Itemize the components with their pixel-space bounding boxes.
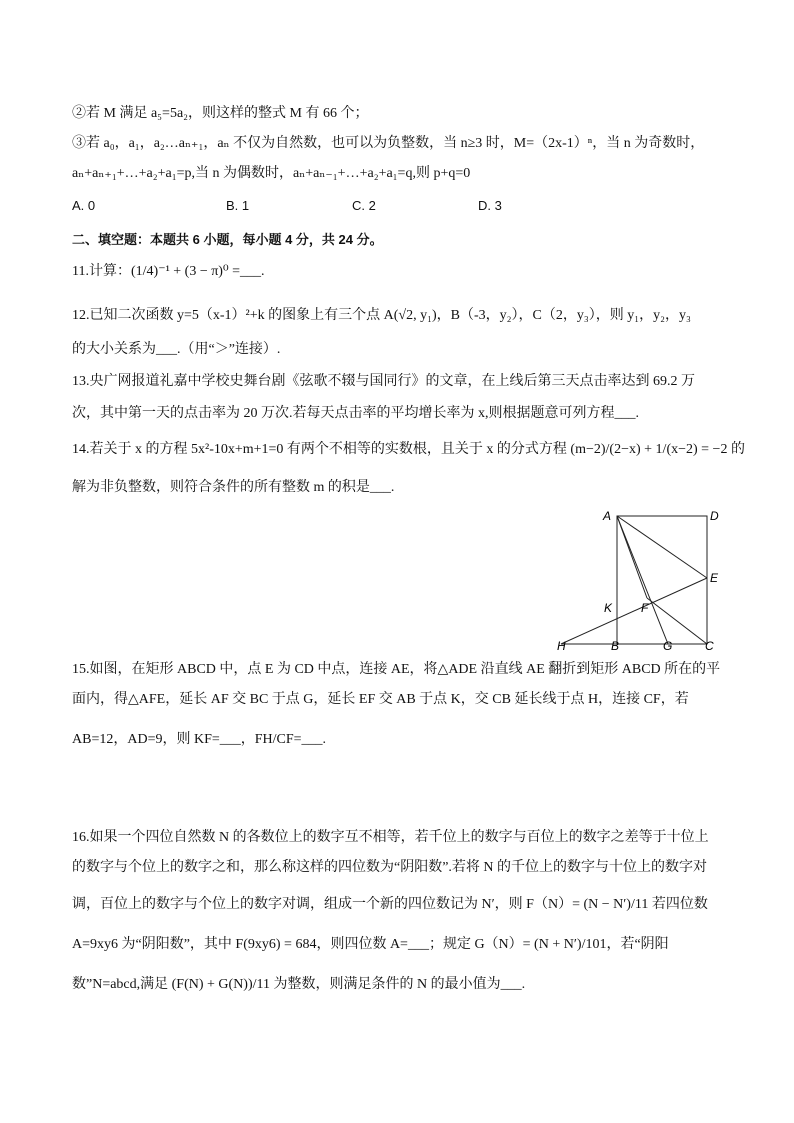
label-g: G xyxy=(663,639,673,653)
q15-line2: 面内，得△AFE，延长 AF 交 BC 于点 G，延长 EF 交 AB 于点 K，交 CB 延长线于点 H，连接 CF，若 xyxy=(72,692,689,707)
line-af xyxy=(617,516,647,598)
label-c: C xyxy=(705,639,714,653)
q16-line4: A=9xy6 为“阴阳数”，其中 F(9xy6) = 684，则四位数 A=___；规定 G（N）= (N + N′)/101，若“阴阳 xyxy=(72,937,669,952)
label-h: H xyxy=(557,639,566,653)
q11-text: 11.计算：(1/4)⁻¹ + (3 − π)⁰ =___. xyxy=(72,264,265,279)
section-heading: 二、填空题：本题共 6 小题，每小题 4 分，共 24 分。 xyxy=(72,232,383,247)
rectangle-figure xyxy=(548,505,738,655)
q10-item3-line2: aₙ+aₙ₊₁+…+a₂+a₁=p,当 n 为偶数时，aₙ+aₙ₋₁+…+a₂+a₁=q,则 p+q=0 xyxy=(72,166,471,181)
q15-line3: AB=12，AD=9，则 KF=___，FH/CF=___. xyxy=(72,732,327,747)
label-e: E xyxy=(710,571,719,585)
q12-line2: 的大小关系为___.（用“＞”连接）. xyxy=(72,342,281,357)
label-f: F xyxy=(641,601,649,615)
q10-item2: ②若 M 满足 a₅=5a₂，则这样的整式 M 有 66 个； xyxy=(72,106,369,121)
q14-line1: 14.若关于 x 的方程 5x²-10x+m+1=0 有两个不相等的实数根，且关于 x 的分式方程 (m−2)/(2−x) + 1/(x−2) = −2 的 xyxy=(72,442,745,457)
label-a: A xyxy=(603,509,612,523)
q13-line1: 13.央广网报道礼嘉中学校史舞台剧《弦歌不辍与国同行》的文章，在上线后第三天点击率达到 69.2 万 xyxy=(72,374,695,389)
q10-item3-line1: ③若 a₀，a₁，a₂…aₙ₊₁，aₙ 不仅为自然数，也可以为负整数，当 n≥3 时，M=（2x-1）ⁿ，当 n 为奇数时， xyxy=(72,136,705,151)
q10-option-c: C. 2 xyxy=(352,198,376,213)
label-b: B xyxy=(611,639,620,653)
q10-option-d: D. 3 xyxy=(478,198,502,213)
q16-line1: 16.如果一个四位自然数 N 的各数位上的数字互不相等，若千位上的数字与百位上的数字之差等于十位上 xyxy=(72,830,709,845)
line-ae xyxy=(617,516,707,578)
q13-line2: 次，其中第一天的点击率为 20 万次.若每天点击率的平均增长率为 x,则根据题意可列方程___. xyxy=(72,406,639,421)
line-ag xyxy=(617,516,668,644)
q12-line1: 12.已知二次函数 y=5（x-1）²+k 的图象上有三个点 A(√2, y₁)，B（-3，y₂），C（2，y₃），则 y₁，y₂，y₃ xyxy=(72,308,691,323)
label-k: K xyxy=(604,601,613,615)
line-he xyxy=(561,578,707,644)
q15-line1: 15.如图，在矩形 ABCD 中，点 E 为 CD 中点，连接 AE，将△ADE 沿直线 AE 翻折到矩形 ABCD 所在的平 xyxy=(72,662,721,677)
q16-line5: 数”N=abcd,满足 (F(N) + G(N))/11 为整数，则满足条件的 N 的最小值为___. xyxy=(72,977,526,992)
rectangle-abcd xyxy=(617,516,707,644)
q10-option-b: B. 1 xyxy=(226,198,250,213)
line-cf xyxy=(647,598,707,644)
q16-line2: 的数字与个位上的数字之和，那么称这样的四位数为“阴阳数”.若将 N 的千位上的数字与十位上的数字对 xyxy=(72,860,708,875)
label-d: D xyxy=(710,509,719,523)
q16-line3: 调，百位上的数字与个位上的数字对调，组成一个新的四位数记为 N′，则 F（N）= (N − N′)/11 若四位数 xyxy=(72,897,708,912)
q10-option-a: A. 0 xyxy=(72,198,96,213)
q14-line2: 解为非负整数，则符合条件的所有整数 m 的积是___. xyxy=(72,480,395,495)
